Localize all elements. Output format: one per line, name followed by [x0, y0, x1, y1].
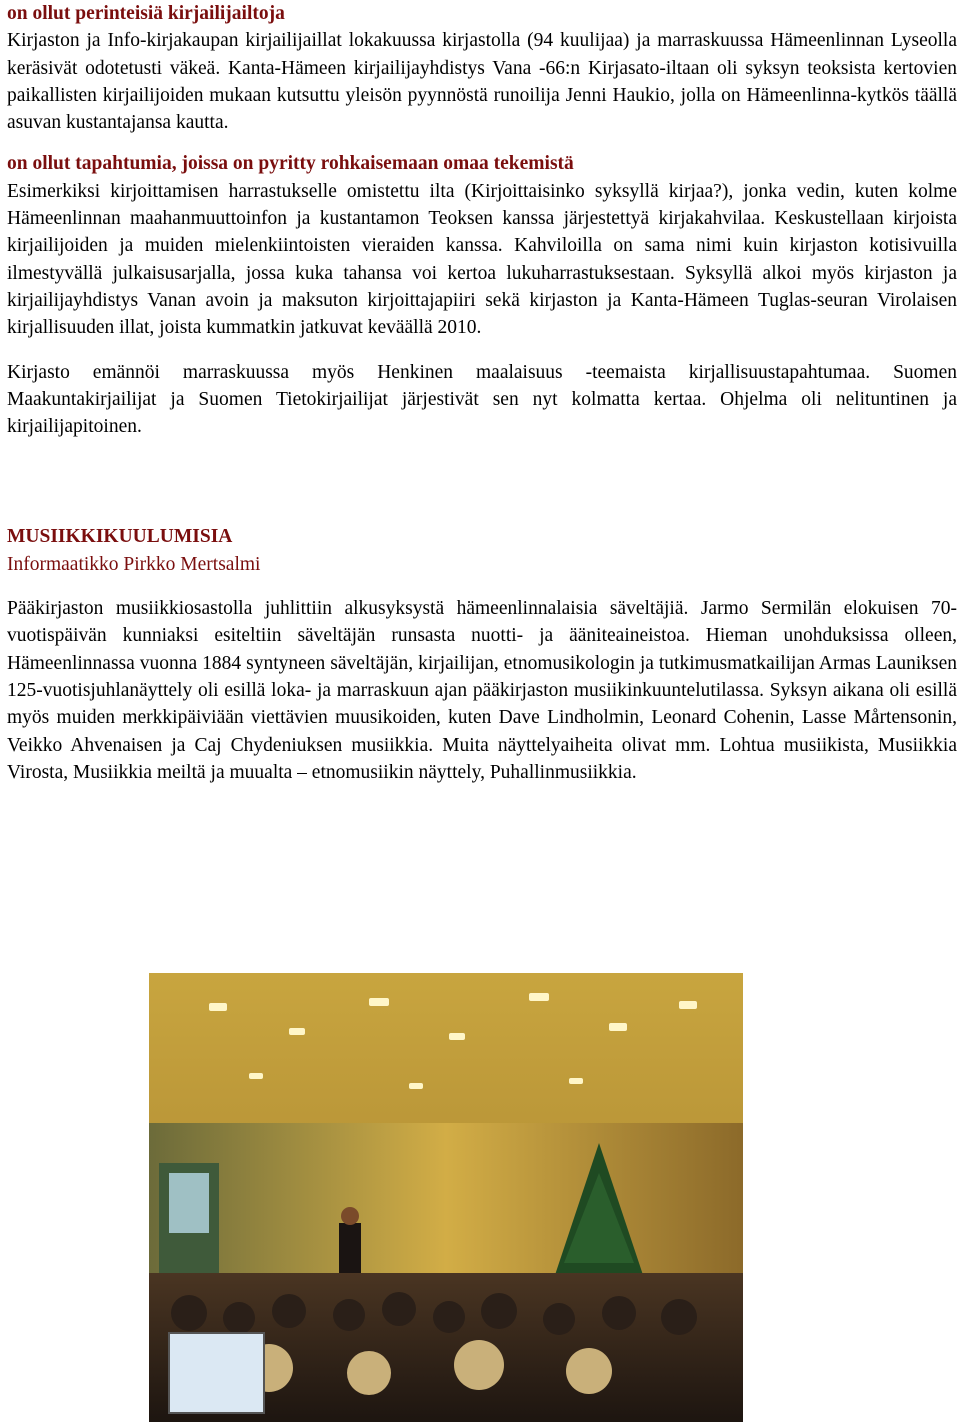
section-music-news: [7, 523, 957, 786]
body-paragraph: Kirjaston ja Info-kirjakaupan kirjailijaillat lokakuussa kirjastolla (94 kuulijaa) ja marraskuussa Hämeenlinnan Lyseolla keräsivät odotetusti väkeä. Kanta-Hämeen kirjailijayhdistys Vana -66:n Kirjasato-iltaan oli syksyn teoksista kertovien paikallisten kirjailijoiden mukaan kutsuttu yleisön pyynnöstä runoilija Jenni Haukio, jolla on Hämeenlinna-kytkös täällä asuvan kustantajansa kautta.: [7, 30, 957, 134]
body-paragraph: Esimerkiksi kirjoittamisen harrastukselle omistettu ilta (Kirjoittaisinko syksyllä kirjaa?), jonka vedin, kuten kolme Hämeenlinnan maahanmuuttoinfon ja kustantamon Teoksen kanssa järjestettyä kirjakahvilaa. Keskustellaan kirjoista kirjailijoiden ja muiden mielenkiintoisten vieraiden kanssa. Kahviloilla on sama nimi kuin kirjaston kotisivuilla ilmestyvällä julkaisusarjalla, jossa kuka tahansa voi kertoa lukuharrastuksestaan. Syksyllä alkoi myös kirjaston ja kirjailijayhdistys Vanan avoin ja maksuton kirjoittajapiiri sekä kirjaston ja Kanta-Hämeen Tuglas-seuran Virolaisen kirjallisuuden illat, joista kummatkin jatkuvat keväällä 2010.: [7, 180, 957, 339]
photo-illustration: [149, 973, 743, 1422]
section-author: Informaatikko Pirkko Mertsalmi: [7, 553, 261, 575]
section-author-evenings: [7, 0, 957, 136]
library-event-photo: [149, 973, 743, 1422]
section-heading: on ollut tapahtumia, joissa on pyritty rohkaisemaan omaa tekemistä: [7, 153, 574, 175]
section-title: MUSIIKKIKUULUMISIA: [7, 526, 233, 548]
section-heading: on ollut perinteisiä kirjailijailtoja: [7, 3, 285, 24]
section-events-encouragement: [7, 150, 957, 440]
body-paragraph: Kirjasto emännöi marraskuussa myös Henkinen maalaisuus -teemaista kirjallisuustapahtumaa. Suomen Maakuntakirjailijat ja Suomen Tietokirjailijat järjestivät sen nyt kolmatta kertaa. Ohjelma oli nelituntinen ja kirjailijapitoinen.: [7, 361, 957, 438]
document-page: [7, 0, 957, 786]
body-paragraph: Pääkirjaston musiikkiosastolla juhlittiin alkusyksystä hämeenlinnalaisia säveltäjiä. Jarmo Sermilän elokuisen 70-vuotispäivän kunniaksi esiteltiin säveltäjän runsasta nuotti- ja ääniteaineistoa. Hieman unohduksissa olleen, Hämeenlinnassa vuonna 1884 syntyneen säveltäjän, kirjailijan, etnomusikologin ja tutkimusmatkailijan Armas Launiksen 125-vuotisjuhlanäyttely oli esillä loka- ja marraskuun ajan pääkirjaston musiikinkuuntelutilassa. Syksyn aikana oli esillä myös muiden merkkipäiviään viettävien muusikoiden, kuten Dave Lindholmin, Leonard Cohenin, Lasse Mårtensonin, Veikko Ahvenaisen ja Caj Chydeniuksen musiikkia. Muita näyttelyaiheita olivat mm. Lohtua musiikista, Musiikkia Virosta, Musiikkia meiltä ja muualta – etnomusiikin näyttely, Puhallinmusiikkia.: [7, 598, 957, 783]
